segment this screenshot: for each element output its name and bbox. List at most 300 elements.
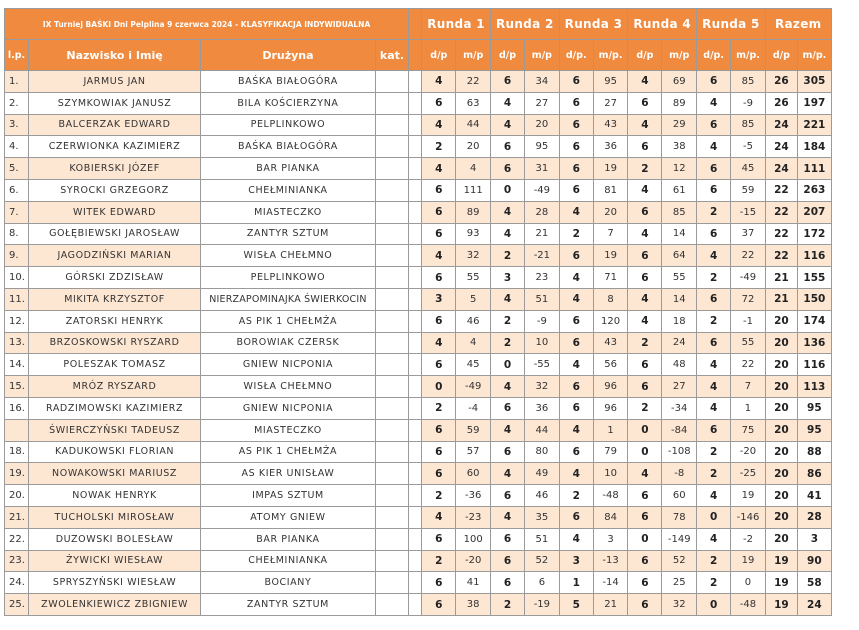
cell-gap: [409, 92, 422, 114]
cell-round-3-mp: 79: [593, 441, 628, 463]
cell-lp: 13.: [5, 332, 29, 354]
cell-round-2-mp: -55: [525, 354, 560, 376]
round-5-header: Runda 5: [697, 9, 766, 40]
cell-round-4-mp: 14: [662, 223, 697, 245]
cell-lp: 22.: [5, 528, 29, 550]
cell-round-5-mp: 37: [731, 223, 766, 245]
cell-total-mp: 113: [798, 376, 832, 398]
cell-round-4-mp: 24: [662, 332, 697, 354]
cell-total-mp: 150: [798, 288, 832, 310]
cell-gap: [409, 463, 422, 485]
cell-round-5-mp: 0: [731, 572, 766, 594]
cell-round-2-mp: 28: [525, 201, 560, 223]
cell-round-1-dp: 6: [422, 267, 456, 289]
cell-lp: 9.: [5, 245, 29, 267]
cell-gap: [409, 506, 422, 528]
table-row: [5, 71, 859, 93]
cell-round-5-dp: 4: [697, 485, 731, 507]
cell-gap: [409, 158, 422, 180]
cell-round-2-mp: -19: [525, 594, 560, 616]
cell-team: BILA KOŚCIERZYNA: [201, 92, 376, 114]
cell-total-mp: 136: [798, 332, 832, 354]
cell-round-1-mp: 45: [456, 354, 491, 376]
cell-round-1-mp: 63: [456, 92, 491, 114]
cell-lp: 4.: [5, 136, 29, 158]
cell-round-2-mp: 10: [525, 332, 560, 354]
col-r1-dp-header: d/p: [422, 40, 456, 71]
cell-round-5-dp: 6: [697, 223, 731, 245]
cell-lp: 24.: [5, 572, 29, 594]
cell-player-name: NOWAKOWSKI MARIUSZ: [28, 463, 200, 485]
cell-round-1-dp: 6: [422, 354, 456, 376]
cell-round-5-mp: -25: [731, 463, 766, 485]
cell-round-3-mp: 43: [593, 114, 628, 136]
cell-player-name: ZATORSKI HENRYK: [28, 310, 200, 332]
cell-round-3-mp: 95: [593, 71, 628, 93]
cell-total-dp: 22: [765, 201, 797, 223]
cell-gap: [409, 136, 422, 158]
cell-category: [375, 332, 408, 354]
cell-round-2-dp: 6: [490, 550, 524, 572]
cell-round-4-dp: 2: [628, 158, 662, 180]
cell-round-1-mp: -20: [456, 550, 491, 572]
cell-round-3-dp: 6: [559, 71, 593, 93]
cell-category: [375, 594, 408, 616]
cell-gap: [409, 594, 422, 616]
col-total-dp-header: d/p: [765, 40, 797, 71]
table-row: [5, 201, 859, 223]
round-3-header: Runda 3: [559, 9, 628, 40]
cell-round-5-dp: 2: [697, 310, 731, 332]
cell-team: WISŁA CHEŁMNO: [201, 376, 376, 398]
cell-category: [375, 136, 408, 158]
cell-round-2-dp: 4: [490, 419, 524, 441]
cell-total-mp: 116: [798, 354, 832, 376]
cell-round-4-dp: 4: [628, 463, 662, 485]
cell-round-1-dp: 6: [422, 594, 456, 616]
cell-round-5-mp: -146: [731, 506, 766, 528]
cell-round-3-mp: -14: [593, 572, 628, 594]
cell-round-3-dp: 3: [559, 550, 593, 572]
cell-round-1-mp: -4: [456, 397, 491, 419]
cell-round-1-dp: 6: [422, 201, 456, 223]
cell-round-3-dp: 4: [559, 201, 593, 223]
cell-gap: [409, 114, 422, 136]
cell-round-1-dp: 2: [422, 136, 456, 158]
cell-round-2-dp: 6: [490, 136, 524, 158]
cell-round-4-mp: -84: [662, 419, 697, 441]
cell-round-2-mp: 6: [525, 572, 560, 594]
cell-round-1-mp: -23: [456, 506, 491, 528]
table-row: [5, 267, 859, 289]
cell-round-4-mp: -8: [662, 463, 697, 485]
cell-round-4-dp: 6: [628, 92, 662, 114]
table-row: [5, 572, 859, 594]
cell-lp: 2.: [5, 92, 29, 114]
cell-gap: [409, 223, 422, 245]
cell-round-2-dp: 4: [490, 223, 524, 245]
cell-category: [375, 71, 408, 93]
cell-round-4-dp: 6: [628, 354, 662, 376]
cell-team: AS KIER UNISŁAW: [201, 463, 376, 485]
cell-total-mp: 221: [798, 114, 832, 136]
cell-category: [375, 376, 408, 398]
cell-team: MIASTECZKO: [201, 419, 376, 441]
header-row-columns: [5, 40, 859, 71]
cell-team: CHEŁMINIANKA: [201, 550, 376, 572]
cell-round-5-mp: 59: [731, 179, 766, 201]
cell-lp: 15.: [5, 376, 29, 398]
col-r1-mp-header: m/p: [456, 40, 491, 71]
cell-round-1-dp: 2: [422, 397, 456, 419]
cell-round-4-mp: 60: [662, 485, 697, 507]
cell-round-5-dp: 6: [697, 332, 731, 354]
cell-round-2-mp: 51: [525, 288, 560, 310]
cell-player-name: WITEK EDWARD: [28, 201, 200, 223]
cell-round-5-mp: 85: [731, 114, 766, 136]
cell-round-1-mp: 22: [456, 71, 491, 93]
cell-round-1-mp: -49: [456, 376, 491, 398]
cell-total-dp: 20: [765, 485, 797, 507]
cell-round-5-dp: 2: [697, 463, 731, 485]
cell-round-1-dp: 4: [422, 332, 456, 354]
cell-round-4-mp: 27: [662, 376, 697, 398]
cell-round-2-mp: 31: [525, 158, 560, 180]
cell-player-name: GÓRSKI ZDZISŁAW: [28, 267, 200, 289]
cell-round-4-mp: 12: [662, 158, 697, 180]
cell-total-mp: 95: [798, 419, 832, 441]
cell-round-1-mp: 4: [456, 158, 491, 180]
cell-round-3-mp: 56: [593, 354, 628, 376]
cell-round-3-dp: 2: [559, 223, 593, 245]
cell-round-1-mp: 38: [456, 594, 491, 616]
cell-gap: [409, 528, 422, 550]
cell-lp: 16.: [5, 397, 29, 419]
cell-round-1-dp: 6: [422, 572, 456, 594]
cell-round-1-mp: 111: [456, 179, 491, 201]
cell-round-1-mp: 32: [456, 245, 491, 267]
cell-team: PELPLINKOWO: [201, 267, 376, 289]
cell-round-2-mp: 34: [525, 71, 560, 93]
cell-round-1-mp: 41: [456, 572, 491, 594]
cell-round-5-mp: 1: [731, 397, 766, 419]
cell-round-5-dp: 4: [697, 92, 731, 114]
cell-total-mp: 111: [798, 158, 832, 180]
cell-lp: 10.: [5, 267, 29, 289]
cell-category: [375, 485, 408, 507]
cell-gap: [409, 245, 422, 267]
cell-total-dp: 21: [765, 288, 797, 310]
cell-player-name: MIKITA KRZYSZTOF: [28, 288, 200, 310]
cell-round-5-dp: 2: [697, 441, 731, 463]
cell-round-4-dp: 0: [628, 441, 662, 463]
cell-player-name: TUCHOLSKI MIROSŁAW: [28, 506, 200, 528]
cell-lp: 5.: [5, 158, 29, 180]
cell-player-name: NOWAK HENRYK: [28, 485, 200, 507]
cell-round-3-dp: 6: [559, 245, 593, 267]
cell-round-2-mp: 23: [525, 267, 560, 289]
cell-round-5-mp: -15: [731, 201, 766, 223]
cell-player-name: ZWOLENKIEWICZ ZBIGNIEW: [28, 594, 200, 616]
cell-round-5-mp: 72: [731, 288, 766, 310]
cell-round-5-dp: 6: [697, 179, 731, 201]
cell-gap: [409, 332, 422, 354]
cell-total-dp: 19: [765, 594, 797, 616]
cell-round-5-mp: -2: [731, 528, 766, 550]
table-row: [5, 332, 859, 354]
cell-total-dp: 22: [765, 179, 797, 201]
cell-round-4-dp: 6: [628, 245, 662, 267]
cell-round-5-mp: 45: [731, 158, 766, 180]
cell-round-1-dp: 4: [422, 71, 456, 93]
cell-round-5-mp: 85: [731, 71, 766, 93]
cell-category: [375, 158, 408, 180]
cell-round-4-mp: -149: [662, 528, 697, 550]
cell-team: ZANTYR SZTUM: [201, 223, 376, 245]
cell-total-dp: 22: [765, 245, 797, 267]
cell-round-3-mp: 84: [593, 506, 628, 528]
cell-round-2-dp: 4: [490, 114, 524, 136]
cell-round-5-dp: 0: [697, 506, 731, 528]
cell-total-mp: 184: [798, 136, 832, 158]
cell-round-4-dp: 4: [628, 71, 662, 93]
cell-round-2-mp: 52: [525, 550, 560, 572]
cell-team: AS PIK 1 CHEŁMŻA: [201, 441, 376, 463]
cell-round-1-dp: 2: [422, 485, 456, 507]
cell-category: [375, 267, 408, 289]
cell-gap: [409, 267, 422, 289]
cell-round-4-dp: 6: [628, 376, 662, 398]
cell-round-3-dp: 6: [559, 397, 593, 419]
cell-round-5-mp: -49: [731, 267, 766, 289]
cell-total-mp: 305: [798, 71, 832, 93]
table-row: [5, 463, 859, 485]
cell-round-1-dp: 6: [422, 92, 456, 114]
cell-round-4-dp: 6: [628, 550, 662, 572]
cell-round-4-mp: 29: [662, 114, 697, 136]
cell-total-dp: 24: [765, 136, 797, 158]
cell-round-4-mp: 25: [662, 572, 697, 594]
cell-round-1-mp: 20: [456, 136, 491, 158]
col-lp-header: l.p.: [5, 40, 29, 71]
cell-total-mp: 28: [798, 506, 832, 528]
cell-total-dp: 20: [765, 310, 797, 332]
cell-total-dp: 21: [765, 267, 797, 289]
cell-round-1-dp: 2: [422, 550, 456, 572]
cell-round-4-dp: 6: [628, 267, 662, 289]
cell-gap: [409, 71, 422, 93]
cell-round-3-dp: 6: [559, 158, 593, 180]
cell-round-1-mp: 57: [456, 441, 491, 463]
cell-team: BAŚKA BIAŁOGÓRA: [201, 71, 376, 93]
cell-round-2-dp: 2: [490, 594, 524, 616]
cell-total-mp: 116: [798, 245, 832, 267]
cell-total-mp: 95: [798, 397, 832, 419]
cell-lp: 8.: [5, 223, 29, 245]
cell-total-dp: 20: [765, 441, 797, 463]
cell-round-1-mp: 100: [456, 528, 491, 550]
col-r5-mp-header: m/p.: [731, 40, 766, 71]
cell-team: ZANTYR SZTUM: [201, 594, 376, 616]
cell-round-4-mp: 69: [662, 71, 697, 93]
cell-round-2-dp: 4: [490, 463, 524, 485]
cell-round-4-dp: 6: [628, 201, 662, 223]
col-r2-dp-header: d/p: [490, 40, 524, 71]
cell-round-3-mp: 96: [593, 397, 628, 419]
cell-gap: [409, 485, 422, 507]
cell-player-name: BALCERZAK EDWARD: [28, 114, 200, 136]
table-row: [5, 179, 859, 201]
col-r3-dp-header: d/p.: [559, 40, 593, 71]
cell-round-4-dp: 4: [628, 288, 662, 310]
cell-round-2-mp: 35: [525, 506, 560, 528]
cell-total-dp: 19: [765, 572, 797, 594]
cell-round-3-dp: 4: [559, 463, 593, 485]
cell-round-3-dp: 6: [559, 136, 593, 158]
cell-round-1-mp: 44: [456, 114, 491, 136]
cell-total-mp: 24: [798, 594, 832, 616]
cell-total-mp: 88: [798, 441, 832, 463]
cell-round-2-mp: 95: [525, 136, 560, 158]
cell-category: [375, 354, 408, 376]
cell-gap: [409, 397, 422, 419]
col-kat-header: kat.: [375, 40, 408, 71]
cell-gap: [409, 354, 422, 376]
cell-round-4-mp: 52: [662, 550, 697, 572]
cell-category: [375, 201, 408, 223]
cell-lp: 25.: [5, 594, 29, 616]
table-row: [5, 92, 859, 114]
table-row: [5, 441, 859, 463]
header-gap: [409, 9, 422, 40]
cell-category: [375, 223, 408, 245]
cell-round-3-mp: 120: [593, 310, 628, 332]
cell-round-3-mp: 8: [593, 288, 628, 310]
cell-round-2-dp: 4: [490, 506, 524, 528]
cell-team: CHEŁMINIANKA: [201, 179, 376, 201]
cell-category: [375, 463, 408, 485]
cell-total-mp: 263: [798, 179, 832, 201]
col-r4-mp-header: m/p: [662, 40, 697, 71]
table-row: [5, 506, 859, 528]
cell-round-2-dp: 4: [490, 376, 524, 398]
cell-round-5-mp: 75: [731, 419, 766, 441]
cell-total-mp: 86: [798, 463, 832, 485]
cell-round-2-mp: -9: [525, 310, 560, 332]
cell-team: BAR PIANKA: [201, 528, 376, 550]
cell-total-mp: 172: [798, 223, 832, 245]
cell-lp: 6.: [5, 179, 29, 201]
cell-round-5-mp: -1: [731, 310, 766, 332]
cell-round-3-mp: 36: [593, 136, 628, 158]
cell-total-dp: 20: [765, 354, 797, 376]
cell-round-4-dp: 6: [628, 572, 662, 594]
col-r2-mp-header: m/p: [525, 40, 560, 71]
cell-round-3-dp: 4: [559, 288, 593, 310]
col-r4-dp-header: d/p: [628, 40, 662, 71]
cell-round-1-mp: 59: [456, 419, 491, 441]
cell-gap: [409, 201, 422, 223]
cell-category: [375, 114, 408, 136]
cell-total-mp: 207: [798, 201, 832, 223]
cell-gap: [409, 441, 422, 463]
cell-category: [375, 310, 408, 332]
cell-team: ATOMY GNIEW: [201, 506, 376, 528]
cell-round-4-mp: 85: [662, 201, 697, 223]
cell-category: [375, 419, 408, 441]
cell-total-dp: 20: [765, 376, 797, 398]
cell-lp: [5, 419, 29, 441]
cell-round-1-dp: 6: [422, 419, 456, 441]
cell-total-mp: 3: [798, 528, 832, 550]
cell-total-mp: 155: [798, 267, 832, 289]
cell-round-3-dp: 6: [559, 376, 593, 398]
table-row: [5, 158, 859, 180]
cell-round-4-dp: 4: [628, 179, 662, 201]
cell-round-2-mp: 20: [525, 114, 560, 136]
cell-category: [375, 550, 408, 572]
table-row: [5, 419, 859, 441]
cell-team: WISŁA CHEŁMNO: [201, 245, 376, 267]
cell-round-5-dp: 4: [697, 136, 731, 158]
cell-round-4-dp: 6: [628, 506, 662, 528]
cell-player-name: BRZOSKOWSKI RYSZARD: [28, 332, 200, 354]
cell-round-4-mp: 32: [662, 594, 697, 616]
cell-round-4-mp: 89: [662, 92, 697, 114]
cell-round-2-dp: 0: [490, 179, 524, 201]
cell-player-name: KOBIERSKI JÓZEF: [28, 158, 200, 180]
cell-round-4-dp: 4: [628, 223, 662, 245]
cell-round-4-dp: 2: [628, 332, 662, 354]
cell-total-dp: 20: [765, 397, 797, 419]
cell-round-5-mp: 22: [731, 245, 766, 267]
cell-round-3-dp: 1: [559, 572, 593, 594]
cell-team: GNIEW NICPONIA: [201, 397, 376, 419]
results-table: [4, 8, 859, 616]
cell-round-1-dp: 6: [422, 528, 456, 550]
cell-team: BOROWIAK CZERSK: [201, 332, 376, 354]
cell-round-1-dp: 6: [422, 463, 456, 485]
cell-round-4-dp: 6: [628, 485, 662, 507]
cell-total-dp: 20: [765, 419, 797, 441]
cell-round-3-dp: 4: [559, 354, 593, 376]
cell-round-2-dp: 6: [490, 528, 524, 550]
cell-total-mp: 174: [798, 310, 832, 332]
cell-round-5-mp: -48: [731, 594, 766, 616]
cell-total-dp: 26: [765, 71, 797, 93]
cell-total-dp: 24: [765, 158, 797, 180]
cell-round-5-dp: 2: [697, 572, 731, 594]
cell-lp: 1.: [5, 71, 29, 93]
cell-round-2-mp: -49: [525, 179, 560, 201]
cell-total-dp: 20: [765, 528, 797, 550]
cell-lp: 23.: [5, 550, 29, 572]
cell-round-5-mp: 22: [731, 354, 766, 376]
cell-round-3-mp: 19: [593, 245, 628, 267]
cell-round-2-dp: 6: [490, 572, 524, 594]
cell-round-3-mp: 21: [593, 594, 628, 616]
cell-round-3-dp: 6: [559, 92, 593, 114]
cell-round-1-mp: 4: [456, 332, 491, 354]
round-2-header: Runda 2: [490, 9, 559, 40]
cell-round-4-dp: 0: [628, 419, 662, 441]
cell-round-4-dp: 0: [628, 528, 662, 550]
cell-round-3-mp: 1: [593, 419, 628, 441]
cell-player-name: KADUKOWSKI FLORIAN: [28, 441, 200, 463]
cell-round-2-mp: 27: [525, 92, 560, 114]
cell-round-3-mp: 71: [593, 267, 628, 289]
col-r5-dp-header: d/p.: [697, 40, 731, 71]
